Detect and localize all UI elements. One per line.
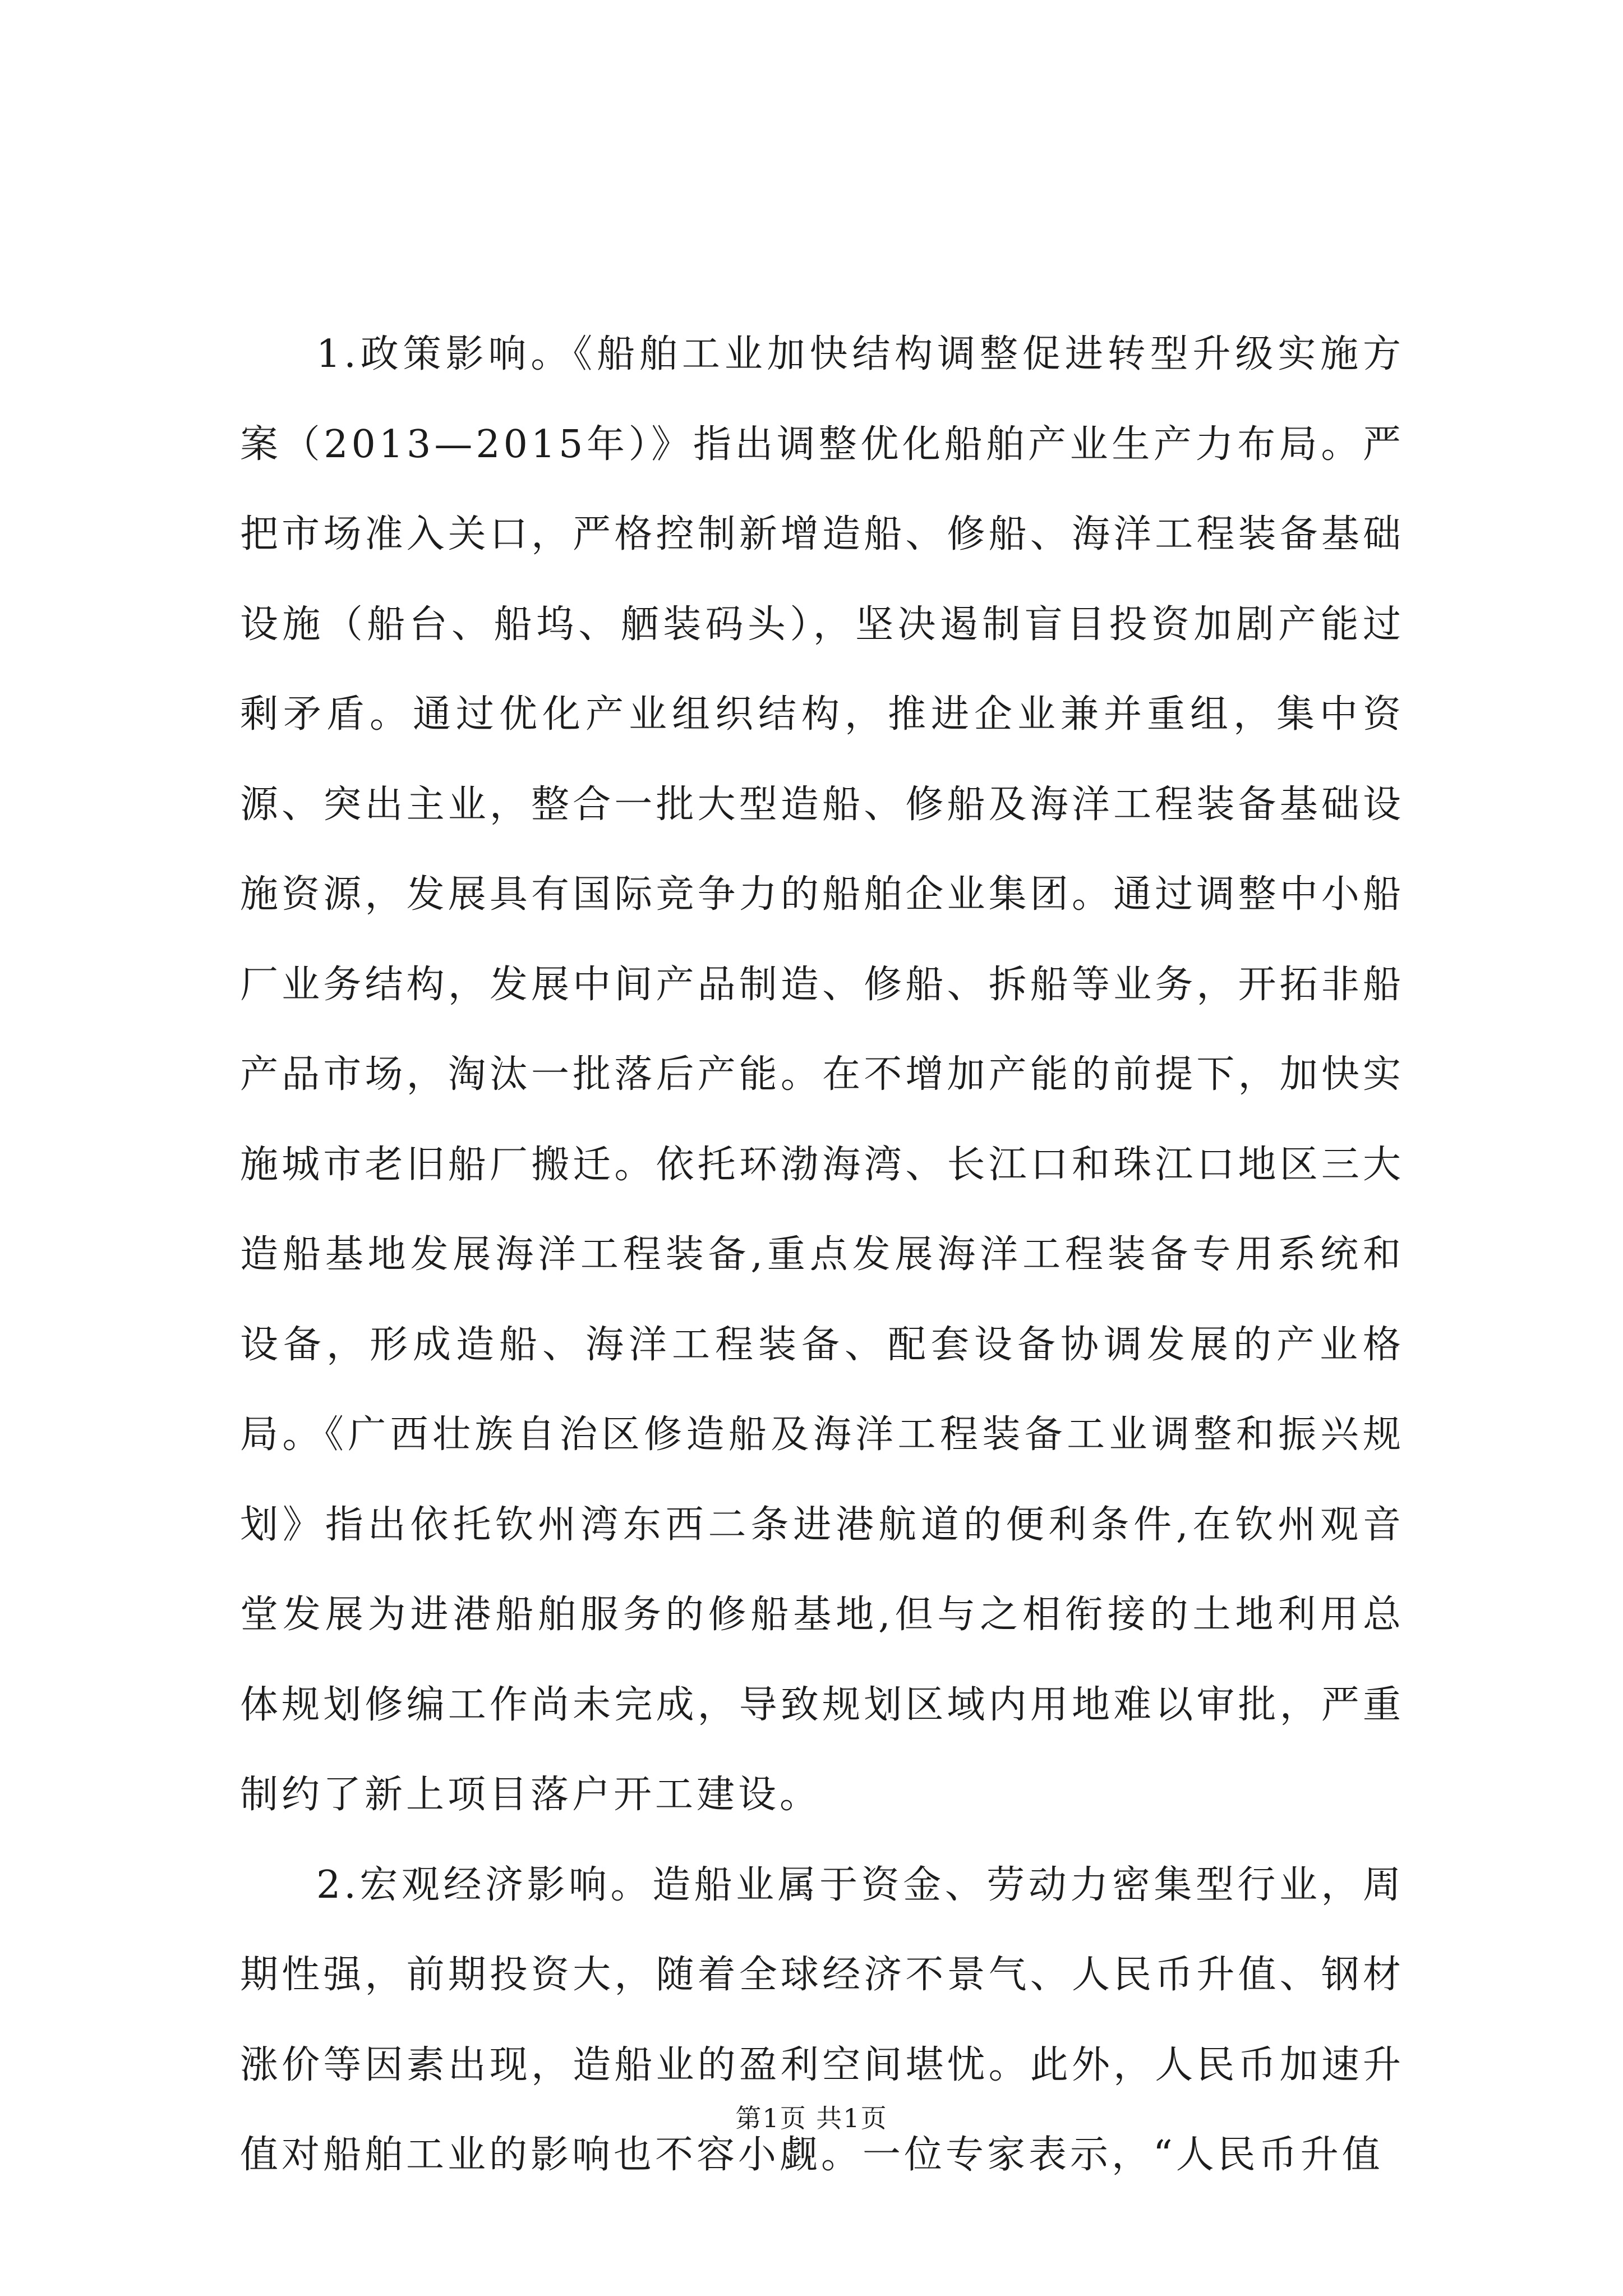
document-body: [240, 310, 1404, 2201]
paragraph-macro-economic-impact: 2.宏观经济影响。造船业属于资金、劳动力密集型行业，周期性强，前期投资大，随着全球经济不景气、人民币升值、钢材涨价等因素出现，造船业的盈利空间堪忧。此外，人民币加速升值对船舶工业的影响也不容小觑。一位专家表示，“人民币升值: [240, 1862, 1404, 2177]
page-number-footer: 第1页 共1页: [735, 2103, 888, 2133]
paragraph-policy-impact: 1.政策影响。《船舶工业加快结构调整促进转型升级实施方案（2013—2015年）》指出调整优化船舶产业生产力布局。严把市场准入关口，严格控制新增造船、修船、海洋工程装备基础设施（船台、船坞、舾装码头），坚决遏制盲目投资加剧产能过剩矛盾。通过优化产业组织结构，推进企业兼并重组，集中资源、突出主业，整合一批大型造船、修船及海洋工程装备基础设施资源，发展具有国际竞争力的船舶企业集团。通过调整中小船厂业务结构，发展中间产品制造、修船、拆船等业务，开拓非船产品市场，淘汰一批落后产能。在不增加产能的前提下，加快实施城市老旧船厂搬迁。依托环渤海湾、长江口和珠江口地区三大造船基地发展海洋工程装备,重点发展海洋工程装备专用系统和设备，形成造船、海洋工程装备、配套设备协调发展的产业格局。《广西壮族自治区修造船及海洋工程装备工业调整和振兴规划》指出依托钦州湾东西二条进港航道的便利条件,在钦州观音堂发展为进港船舶服务的修船基地,但与之相衔接的土地利用总体规划修编工作尚未完成，导致规划区域内用地难以审批，严重制约了新上项目落户开工建设。: [240, 332, 1404, 1817]
